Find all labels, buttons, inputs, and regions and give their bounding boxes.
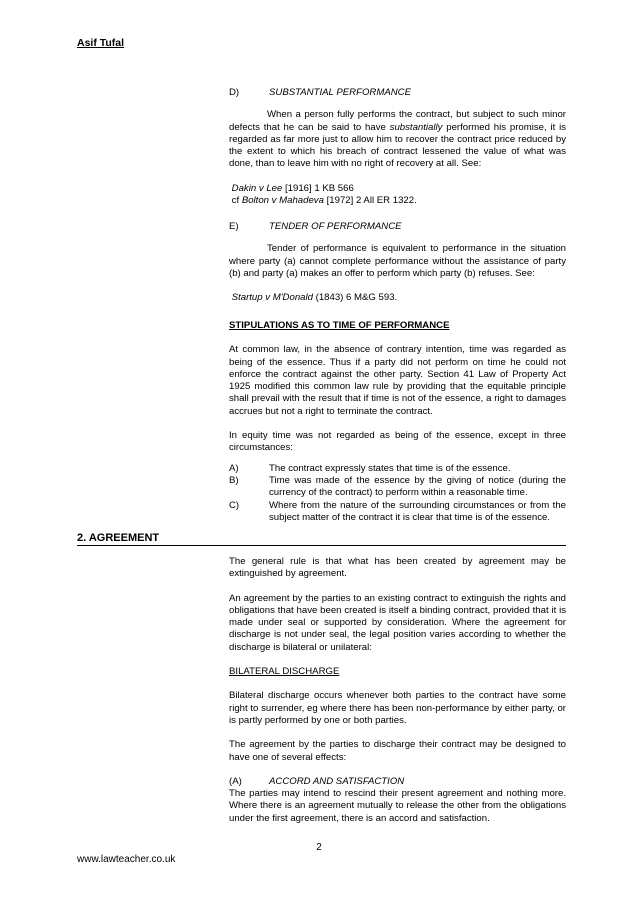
subsection-heading [229,776,566,788]
section-letter: E) [229,221,239,232]
paragraph: The general rule is that what has been created by agreement may be extinguished by agreement. [229,556,566,580]
footer-url: www.lawteacher.co.uk [77,854,176,865]
section-substantial-performance [229,87,566,207]
circumstance-list [229,463,566,524]
paragraph: Bilateral discharge occurs whenever both parties to the contract have some right to surrender, eg where there has been non-performance by either party, or is partly performed by one or both parties. [229,690,566,726]
case-citation [229,195,566,207]
paragraph: Tender of performance is equivalent to performance in the situation where party (a) cannot complete performance without the assistance of party (b) and party (a) makes an offer to perform which party (b) refuses. See: [229,243,566,279]
section-title: TENDER OF PERFORMANCE [269,221,402,232]
section-agreement [229,556,566,825]
case-name: Startup v M'Donald [231,292,313,304]
case-cite: [1916] 1 KB 566 [282,182,354,194]
section-heading: STIPULATIONS AS TO TIME OF PERFORMANCE [229,320,450,331]
paragraph [229,109,566,170]
case-name: Dakin v Lee [231,182,283,194]
subheading: BILATERAL DISCHARGE [229,666,340,678]
section-tender-of-performance [229,221,566,304]
case-citation [229,183,566,195]
list-text: The contract expressly states that time is of the essence. [269,462,511,474]
list-text: Time was made of the essence by the giving of notice (during the currency of the contract) to perform within a reasonable time. [269,474,566,499]
emphasis: substantially [389,121,443,133]
section-heading [229,221,566,233]
case-name: Bolton v Mahadeva [241,195,324,207]
paragraph: The parties may intend to rescind their present agreement and nothing more. Where there is an agreement mutually to release the other from the obligations under the first agreement, there is an accord and satisfaction. [229,788,566,824]
text-run: performed his promise, it is regarded as far more just to allow him to recover the contract price reduced by the extent to which his breach of contract lessened the value of what was done, than to leave him with no right of recovery at all. See: [229,121,566,170]
section-heading [229,87,566,99]
agreement-heading: 2. AGREEMENT [77,532,566,546]
list-item [229,475,566,500]
section-title: SUBSTANTIAL PERFORMANCE [269,87,411,98]
case-cite: (1843) 6 M&G 593. [312,292,398,304]
list-text: Where from the nature of the surrounding circumstances or from the subject matter of the contract it is clear that time is of the essence. [269,499,566,523]
subsection-title: ACCORD AND SATISFACTION [269,775,405,787]
list-label: B) [229,474,239,486]
paragraph: At common law, in the absence of contrary intention, time was regarded as being of the essence. Thus if a party did not perform on time he could not enforce the contract against the other party. Section 41 Law of Property Act 1925 modified this common law rule by providing that the equitable principle shall prevail with the result that if time is not of the essence, a right to damages accrues but not a right to terminate the contract. [229,344,566,417]
list-item [229,500,566,525]
subsection-letter: (A) [229,775,242,787]
text-run: When a person fully performs the contract, but subject to such minor defects that he can be said to have [229,109,566,133]
case-citation [229,292,566,304]
section-stipulations [229,320,566,524]
paragraph: An agreement by the parties to an existing contract to extinguish the rights and obligations that have been created is itself a binding contract, provided that it is made under seal or supported by consideration. Where the agreement for discharge is not under seal, the legal position varies according to whether the discharge is bilateral or unilateral: [229,592,566,653]
page-number: 2 [316,842,322,853]
list-label: C) [229,499,240,511]
paragraph: In equity time was not regarded as being of the essence, except in three circumstances: [229,430,566,454]
paragraph: The agreement by the parties to discharge their contract may be designed to have one of several effects: [229,739,566,763]
list-item [229,463,566,475]
case-cite: [1972] 2 All ER 1322. [323,195,417,207]
case-prefix: cf [231,195,242,207]
section-letter: D) [229,87,240,98]
author-name: Asif Tufal [77,37,125,49]
list-label: A) [229,462,239,474]
